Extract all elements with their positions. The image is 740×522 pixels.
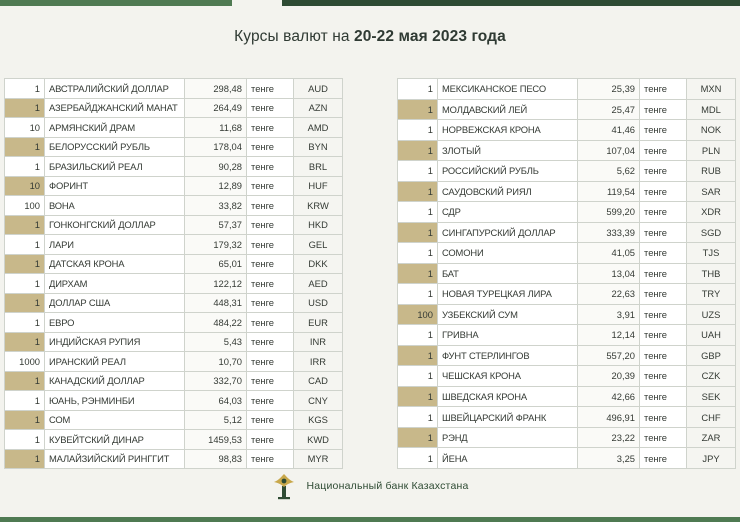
table-row — [398, 120, 736, 141]
currency-quantity: 1 — [5, 137, 45, 157]
currency-rate-value: 1459,53 — [185, 430, 247, 450]
currency-code: NOK — [687, 120, 736, 141]
table-row — [398, 243, 736, 264]
decor-band-bottom — [0, 517, 740, 522]
currency-unit: тенге — [640, 448, 687, 469]
currency-name: ДИРХАМ — [45, 274, 185, 294]
currency-quantity: 1 — [5, 313, 45, 333]
table-row — [398, 366, 736, 387]
currency-name: ЗЛОТЫЙ — [438, 140, 578, 161]
currency-quantity: 1 — [5, 254, 45, 274]
currency-code: SGD — [687, 222, 736, 243]
currency-name: ВОНА — [45, 196, 185, 216]
currency-rate-value: 25,47 — [578, 99, 640, 120]
currency-quantity: 1 — [398, 222, 438, 243]
rates-table-left-body — [5, 79, 343, 469]
currency-unit: тенге — [247, 430, 294, 450]
table-row — [398, 181, 736, 202]
currency-unit: тенге — [247, 215, 294, 235]
currency-quantity: 100 — [398, 304, 438, 325]
currency-name: АЗЕРБАЙДЖАНСКИЙ МАНАТ — [45, 98, 185, 118]
currency-name: ФОРИНТ — [45, 176, 185, 196]
currency-code: KRW — [294, 196, 343, 216]
currency-code: HUF — [294, 176, 343, 196]
currency-rate-value: 448,31 — [185, 293, 247, 313]
currency-quantity: 1 — [398, 366, 438, 387]
currency-unit: тенге — [640, 427, 687, 448]
currency-rate-value: 333,39 — [578, 222, 640, 243]
rates-table-right — [397, 78, 736, 469]
currency-unit: тенге — [247, 313, 294, 333]
currency-name: БРАЗИЛЬСКИЙ РЕАЛ — [45, 157, 185, 177]
currency-unit: тенге — [247, 254, 294, 274]
currency-rate-value: 3,25 — [578, 448, 640, 469]
currency-rate-value: 90,28 — [185, 157, 247, 177]
currency-quantity: 1 — [398, 345, 438, 366]
table-row — [398, 222, 736, 243]
currency-quantity: 1 — [398, 407, 438, 428]
page-title — [0, 0, 740, 46]
currency-quantity: 1 — [5, 371, 45, 391]
currency-name: ФУНТ СТЕРЛИНГОВ — [438, 345, 578, 366]
currency-quantity: 1 — [398, 284, 438, 305]
currency-name: ЙЕНА — [438, 448, 578, 469]
table-row — [5, 215, 343, 235]
currency-unit: тенге — [247, 98, 294, 118]
currency-rate-value: 5,12 — [185, 410, 247, 430]
currency-rate-value: 119,54 — [578, 181, 640, 202]
currency-name: СОМОНИ — [438, 243, 578, 264]
currency-rate-value: 122,12 — [185, 274, 247, 294]
currency-quantity: 1 — [398, 448, 438, 469]
currency-code: INR — [294, 332, 343, 352]
currency-name: РОССИЙСКИЙ РУБЛЬ — [438, 161, 578, 182]
currency-name: ИНДИЙСКАЯ РУПИЯ — [45, 332, 185, 352]
currency-quantity: 1 — [398, 263, 438, 284]
currency-name: НОРВЕЖСКАЯ КРОНА — [438, 120, 578, 141]
currency-quantity: 1 — [398, 386, 438, 407]
table-row — [5, 313, 343, 333]
table-row — [5, 137, 343, 157]
currency-quantity: 1 — [5, 410, 45, 430]
currency-quantity: 10 — [5, 176, 45, 196]
table-row — [398, 386, 736, 407]
table-row — [398, 304, 736, 325]
currency-name: ЕВРО — [45, 313, 185, 333]
currency-unit: тенге — [640, 202, 687, 223]
decor-band-top-left — [0, 0, 232, 6]
currency-unit: тенге — [640, 386, 687, 407]
table-row — [398, 79, 736, 100]
currency-rate-value: 12,89 — [185, 176, 247, 196]
currency-rate-value: 23,22 — [578, 427, 640, 448]
currency-quantity: 1 — [5, 215, 45, 235]
currency-unit: тенге — [640, 284, 687, 305]
currency-unit: тенге — [247, 196, 294, 216]
currency-code: CNY — [294, 391, 343, 411]
currency-name: ИРАНСКИЙ РЕАЛ — [45, 352, 185, 372]
table-row — [398, 140, 736, 161]
currency-code: GEL — [294, 235, 343, 255]
currency-quantity: 1 — [5, 293, 45, 313]
currency-name: КАНАДСКИЙ ДОЛЛАР — [45, 371, 185, 391]
currency-unit: тенге — [640, 120, 687, 141]
currency-quantity: 1 — [398, 427, 438, 448]
table-row — [398, 427, 736, 448]
currency-code: AMD — [294, 118, 343, 138]
currency-name: РЭНД — [438, 427, 578, 448]
currency-code: THB — [687, 263, 736, 284]
table-row — [5, 254, 343, 274]
currency-code: USD — [294, 293, 343, 313]
currency-rate-value: 496,91 — [578, 407, 640, 428]
currency-code: SEK — [687, 386, 736, 407]
currency-quantity: 1 — [398, 161, 438, 182]
currency-name: НОВАЯ ТУРЕЦКАЯ ЛИРА — [438, 284, 578, 305]
currency-code: SAR — [687, 181, 736, 202]
table-row — [398, 99, 736, 120]
currency-rate-value: 22,63 — [578, 284, 640, 305]
table-row — [5, 79, 343, 99]
currency-quantity: 1 — [5, 430, 45, 450]
currency-rate-value: 12,14 — [578, 325, 640, 346]
currency-rate-value: 65,01 — [185, 254, 247, 274]
table-row — [5, 176, 343, 196]
table-row — [398, 263, 736, 284]
table-row — [398, 345, 736, 366]
page-title-light: Курсы валют на — [234, 28, 354, 45]
currency-name: ГРИВНА — [438, 325, 578, 346]
currency-unit: тенге — [247, 449, 294, 469]
currency-name: УЗБЕКСКИЙ СУМ — [438, 304, 578, 325]
currency-rate-value: 178,04 — [185, 137, 247, 157]
currency-code: TRY — [687, 284, 736, 305]
currency-code: KWD — [294, 430, 343, 450]
currency-unit: тенге — [640, 366, 687, 387]
currency-quantity: 1 — [5, 332, 45, 352]
table-row — [398, 202, 736, 223]
currency-code: RUB — [687, 161, 736, 182]
currency-code: AUD — [294, 79, 343, 99]
currency-quantity: 1000 — [5, 352, 45, 372]
currency-code: CHF — [687, 407, 736, 428]
currency-code: AED — [294, 274, 343, 294]
table-row — [398, 448, 736, 469]
currency-unit: тенге — [247, 274, 294, 294]
currency-unit: тенге — [640, 181, 687, 202]
currency-code: UAH — [687, 325, 736, 346]
currency-rate-value: 13,04 — [578, 263, 640, 284]
currency-quantity: 1 — [398, 325, 438, 346]
currency-unit: тенге — [640, 99, 687, 120]
currency-unit: тенге — [247, 352, 294, 372]
currency-code: UZS — [687, 304, 736, 325]
currency-code: JPY — [687, 448, 736, 469]
table-row — [5, 410, 343, 430]
currency-unit: тенге — [247, 391, 294, 411]
currency-unit: тенге — [247, 137, 294, 157]
currency-quantity: 1 — [5, 449, 45, 469]
currency-quantity: 10 — [5, 118, 45, 138]
currency-code: CZK — [687, 366, 736, 387]
currency-rate-value: 332,70 — [185, 371, 247, 391]
currency-rate-value: 41,46 — [578, 120, 640, 141]
currency-rate-value: 64,03 — [185, 391, 247, 411]
currency-unit: тенге — [640, 345, 687, 366]
footer-text: Национальный банк Казахстана — [306, 480, 469, 492]
currency-code: BRL — [294, 157, 343, 177]
table-row — [5, 391, 343, 411]
currency-unit: тенге — [247, 118, 294, 138]
currency-name: ШВЕЙЦАРСКИЙ ФРАНК — [438, 407, 578, 428]
currency-rate-value: 298,48 — [185, 79, 247, 99]
currency-unit: тенге — [640, 79, 687, 100]
decor-band-top-right — [282, 0, 740, 6]
currency-unit: тенге — [640, 243, 687, 264]
currency-name: БЕЛОРУССКИЙ РУБЛЬ — [45, 137, 185, 157]
currency-quantity: 1 — [5, 79, 45, 99]
currency-rate-value: 57,37 — [185, 215, 247, 235]
table-row — [398, 284, 736, 305]
currency-unit: тенге — [640, 304, 687, 325]
currency-rate-value: 33,82 — [185, 196, 247, 216]
currency-unit: тенге — [247, 235, 294, 255]
currency-quantity: 1 — [398, 202, 438, 223]
currency-unit: тенге — [640, 263, 687, 284]
table-row — [398, 407, 736, 428]
nbk-eagle-logo-icon — [271, 472, 297, 500]
currency-code: GBP — [687, 345, 736, 366]
table-row — [5, 293, 343, 313]
table-row — [398, 325, 736, 346]
currency-unit: тенге — [247, 293, 294, 313]
currency-unit: тенге — [640, 407, 687, 428]
table-row — [398, 161, 736, 182]
currency-name: ДОЛЛАР США — [45, 293, 185, 313]
currency-rate-value: 179,32 — [185, 235, 247, 255]
currency-unit: тенге — [247, 157, 294, 177]
currency-code: MXN — [687, 79, 736, 100]
currency-rate-value: 5,62 — [578, 161, 640, 182]
currency-name: МЕКСИКАНСКОЕ ПЕСО — [438, 79, 578, 100]
currency-name: ЧЕШСКАЯ КРОНА — [438, 366, 578, 387]
currency-code: TJS — [687, 243, 736, 264]
currency-name: БАТ — [438, 263, 578, 284]
currency-quantity: 100 — [5, 196, 45, 216]
currency-name: САУДОВСКИЙ РИЯЛ — [438, 181, 578, 202]
currency-unit: тенге — [640, 222, 687, 243]
currency-unit: тенге — [247, 332, 294, 352]
currency-rate-value: 5,43 — [185, 332, 247, 352]
currency-rate-value: 25,39 — [578, 79, 640, 100]
currency-name: ДАТСКАЯ КРОНА — [45, 254, 185, 274]
currency-name: ГОНКОНГСКИЙ ДОЛЛАР — [45, 215, 185, 235]
table-row — [5, 449, 343, 469]
currency-code: AZN — [294, 98, 343, 118]
currency-unit: тенге — [247, 371, 294, 391]
currency-rate-value: 557,20 — [578, 345, 640, 366]
page-title-bold: 20-22 мая 2023 года — [353, 28, 506, 45]
table-row — [5, 235, 343, 255]
table-row — [5, 430, 343, 450]
table-row — [5, 98, 343, 118]
currency-code: ZAR — [687, 427, 736, 448]
footer — [0, 472, 740, 500]
currency-unit: тенге — [640, 140, 687, 161]
currency-name: СДР — [438, 202, 578, 223]
rates-table-left — [4, 78, 343, 469]
currency-rate-value: 98,83 — [185, 449, 247, 469]
currency-rate-value: 3,91 — [578, 304, 640, 325]
rates-table-right-body — [398, 79, 736, 469]
currency-name: МОЛДАВСКИЙ ЛЕЙ — [438, 99, 578, 120]
currency-rate-value: 11,68 — [185, 118, 247, 138]
currency-unit: тенге — [247, 176, 294, 196]
currency-code: EUR — [294, 313, 343, 333]
currency-rate-value: 41,05 — [578, 243, 640, 264]
currency-rate-value: 599,20 — [578, 202, 640, 223]
currency-quantity: 1 — [5, 157, 45, 177]
table-row — [5, 371, 343, 391]
currency-name: ШВЕДСКАЯ КРОНА — [438, 386, 578, 407]
currency-rate-value: 10,70 — [185, 352, 247, 372]
currency-quantity: 1 — [398, 120, 438, 141]
currency-name: СОМ — [45, 410, 185, 430]
currency-quantity: 1 — [5, 98, 45, 118]
table-row — [5, 118, 343, 138]
currency-name: ЛАРИ — [45, 235, 185, 255]
currency-rate-value: 264,49 — [185, 98, 247, 118]
table-row — [5, 332, 343, 352]
currency-code: KGS — [294, 410, 343, 430]
currency-unit: тенге — [247, 410, 294, 430]
table-row — [5, 352, 343, 372]
currency-quantity: 1 — [398, 79, 438, 100]
rates-tables — [0, 78, 740, 469]
currency-code: PLN — [687, 140, 736, 161]
currency-name: СИНГАПУРСКИЙ ДОЛЛАР — [438, 222, 578, 243]
currency-quantity: 1 — [5, 235, 45, 255]
currency-quantity: 1 — [5, 274, 45, 294]
currency-unit: тенге — [640, 161, 687, 182]
currency-code: BYN — [294, 137, 343, 157]
currency-code: XDR — [687, 202, 736, 223]
currency-name: АРМЯНСКИЙ ДРАМ — [45, 118, 185, 138]
table-row — [5, 196, 343, 216]
currency-name: АВСТРАЛИЙСКИЙ ДОЛЛАР — [45, 79, 185, 99]
currency-code: MYR — [294, 449, 343, 469]
table-row — [5, 157, 343, 177]
currency-name: КУВЕЙТСКИЙ ДИНАР — [45, 430, 185, 450]
currency-rate-value: 107,04 — [578, 140, 640, 161]
currency-unit: тенге — [640, 325, 687, 346]
currency-rate-value: 484,22 — [185, 313, 247, 333]
currency-quantity: 1 — [398, 243, 438, 264]
currency-quantity: 1 — [5, 391, 45, 411]
currency-quantity: 1 — [398, 140, 438, 161]
currency-unit: тенге — [247, 79, 294, 99]
currency-code: HKD — [294, 215, 343, 235]
currency-rate-value: 42,66 — [578, 386, 640, 407]
currency-name: ЮАНЬ, РЭНМИНБИ — [45, 391, 185, 411]
currency-code: CAD — [294, 371, 343, 391]
currency-code: DKK — [294, 254, 343, 274]
table-row — [5, 274, 343, 294]
currency-code: IRR — [294, 352, 343, 372]
currency-name: МАЛАЙЗИЙСКИЙ РИНГГИТ — [45, 449, 185, 469]
currency-code: MDL — [687, 99, 736, 120]
currency-rate-value: 20,39 — [578, 366, 640, 387]
currency-quantity: 1 — [398, 181, 438, 202]
currency-quantity: 1 — [398, 99, 438, 120]
